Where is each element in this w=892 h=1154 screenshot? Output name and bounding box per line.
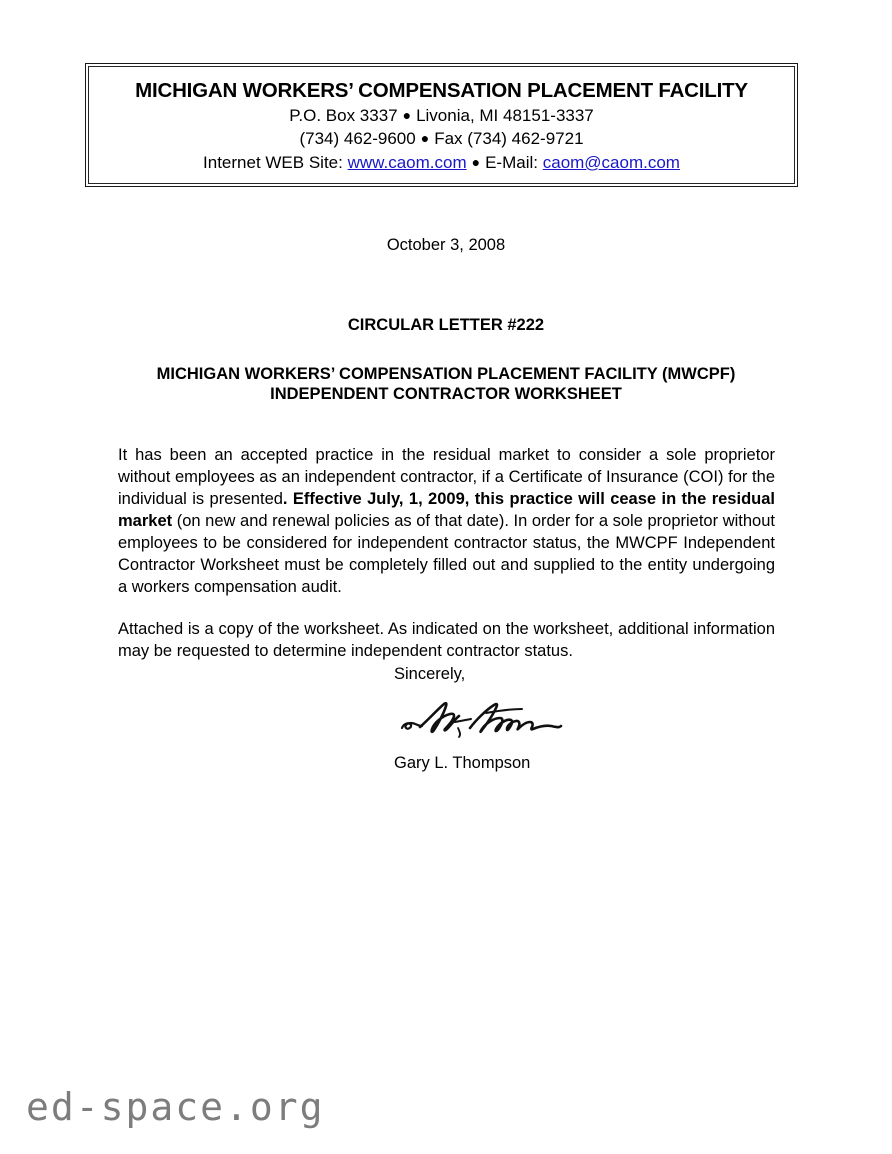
circular-letter-number: CIRCULAR LETTER #222 <box>347 316 545 334</box>
signature-closing: Sincerely, <box>394 665 466 683</box>
web-site-link[interactable]: www.caom.com <box>347 152 467 172</box>
bullet-separator-icon: ● <box>471 153 481 170</box>
body-p1-segment-2: (on new and renewal policies as of that date). In order for a sole proprietor without employees to be considered for independent contractor status, the MWCPF Independent Contractor Worksheet must be completely filled out and supplied to the entity undergoing a workers compensation audit. <box>118 512 775 597</box>
phone-line <box>96 128 787 151</box>
bullet-separator-icon: ● <box>402 106 412 123</box>
bullet-separator-icon: ● <box>420 130 430 147</box>
letterhead <box>85 63 798 187</box>
email-label: E-Mail: <box>485 152 538 172</box>
signer-name: Gary L. Thompson <box>394 754 531 772</box>
letterhead-box <box>85 63 798 187</box>
letter-body <box>118 444 775 662</box>
body-paragraph-1 <box>118 444 775 598</box>
fax-number-text: Fax (734) 462-9721 <box>434 129 584 149</box>
subject-title <box>0 364 892 404</box>
po-box-text: P.O. Box 3337 <box>289 105 398 125</box>
signature-block <box>394 665 724 773</box>
organization-name: MICHIGAN WORKERS’ COMPENSATION PLACEMENT FACILITY <box>135 79 748 102</box>
city-state-zip-text: Livonia, MI 48151-3337 <box>416 105 594 125</box>
address-line <box>96 105 787 128</box>
web-site-label: Internet WEB Site: <box>203 152 343 172</box>
handwritten-signature-image <box>398 698 568 744</box>
body-paragraph-2: Attached is a copy of the worksheet. As indicated on the worksheet, additional information may be requested to determine independent contractor status. <box>118 620 775 661</box>
subject-line-1: MICHIGAN WORKERS’ COMPENSATION PLACEMENT FACILITY (MWCPF) <box>156 365 736 383</box>
phone-number-text: (734) 462-9600 <box>299 129 416 149</box>
subject-line-2: INDEPENDENT CONTRACTOR WORKSHEET <box>270 385 622 404</box>
web-email-line <box>96 152 787 175</box>
email-link[interactable]: caom@caom.com <box>542 152 680 172</box>
body-p1-bold-segment: . Effective July, 1, 2009, this practice will cease in the residual market <box>118 490 775 531</box>
body-p1-segment-1: It has been an accepted practice in the residual market to consider a sole proprietor without employees as an independent contractor, if a Certificate of Insurance (COI) for the individual is presented <box>118 446 775 509</box>
letter-date: October 3, 2008 <box>386 236 506 254</box>
site-watermark: ed-space.org <box>26 1085 325 1129</box>
